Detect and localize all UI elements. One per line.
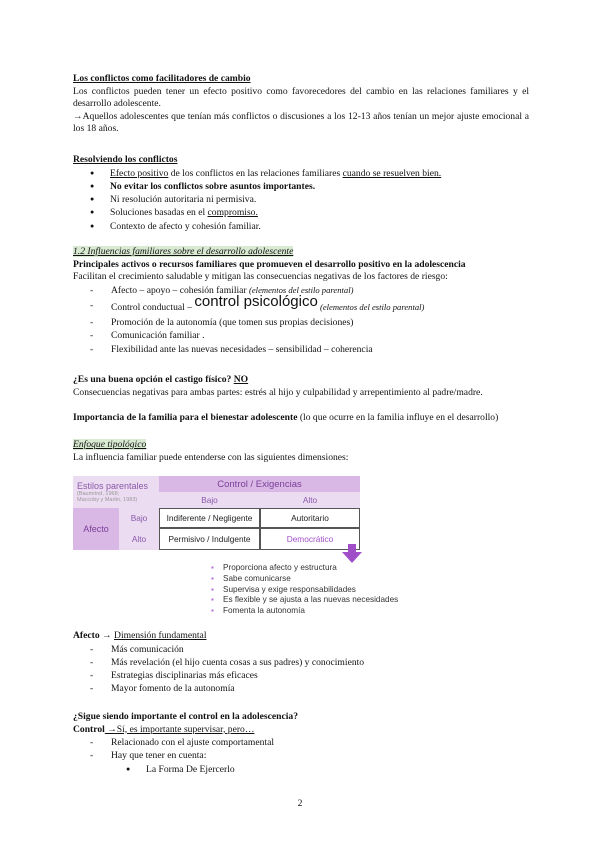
column-high: Alto <box>260 492 360 508</box>
section-family-importance <box>73 412 529 425</box>
down-arrow-icon <box>341 544 363 564</box>
paragraph: Consecuencias negativas para ambas partes: estrés al hijo y culpabilidad y arrepentimiento al padre/madre. <box>73 386 483 398</box>
list-item: ▪ Fomenta la autonomía <box>211 606 398 617</box>
section-heading: Resolviendo los conflictos <box>73 154 178 165</box>
bullet-list <box>73 763 529 776</box>
list-item: ● Soluciones basadas en el compromiso. <box>73 206 529 219</box>
section-family-influences <box>73 246 529 356</box>
section-physical-punishment <box>73 374 529 399</box>
parenting-styles-figure <box>73 466 407 622</box>
cell-neglectful: Indiferente / Negligente <box>159 508 260 528</box>
list-item: ▪ Supervisa y exige responsabilidades <box>211 585 398 596</box>
section-heading: Afecto → Dimensión fundamental <box>73 630 207 641</box>
list-item: - Estrategias disciplinarias más eficaces <box>73 669 529 682</box>
list-item: - Flexibilidad ante las nuevas necesidades – sensibilidad – coherencia <box>73 343 529 356</box>
list-item: - Control conductual – control psicológico (elementos del estilo parental) <box>73 297 529 316</box>
cell-permissive: Permisivo / Indulgente <box>159 528 260 550</box>
subheading: Enfoque tipológico <box>73 439 147 450</box>
section-heading: Principales activos o recursos familiares que promueven el desarrollo positivo en la adolescencia <box>73 258 466 270</box>
paragraph: Control →Sí, es importante supervisar, pero… <box>73 723 255 735</box>
list-item: - Comunicación familiar . <box>73 329 529 342</box>
styles-title-cell: Estilos parentales (Baumrind, 1968; Maccoby y Martin, 1983) <box>73 476 159 508</box>
cell-democratic: Democrático <box>260 528 360 550</box>
bullet-list <box>73 167 529 233</box>
list-item: - Promoción de la autonomía (que tomen sus propias decisiones) <box>73 316 529 329</box>
list-item: ▪ Proporciona afecto y estructura <box>211 563 398 574</box>
cell-authoritarian: Autoritario <box>260 508 360 528</box>
list-item: ● Ni resolución autoritaria ni permisiva. <box>73 193 529 206</box>
list-item: ● La Forma De Ejercerlo <box>109 763 529 776</box>
section-heading: ¿Es una buena opción el castigo físico? NO <box>73 374 249 385</box>
paragraph: Los conflictos pueden tener un efecto positivo como favorecedores del cambio en las relaciones familiares y el desarrollo adolescente. <box>73 85 529 110</box>
row-high: Alto <box>119 528 159 550</box>
paragraph: La influencia familiar puede entenderse con las siguientes dimensiones: <box>73 451 349 463</box>
section-affect <box>73 630 529 696</box>
section-heading: ¿Sigue siendo importante el control en la adolescencia? <box>73 711 298 722</box>
list-item: - Mayor fomento de la autonomía <box>73 682 529 695</box>
list-item: ● Efecto positivo de los conflictos en las relaciones familiares cuando se resuelven bien. <box>73 167 529 180</box>
democratic-features-list <box>211 563 398 617</box>
list-item: - Afecto – apoyo – cohesión familiar (elementos del estilo parental) <box>73 284 529 297</box>
list-item: ▪ Sabe comunicarse <box>211 574 398 585</box>
list-item: - Más revelación (el hijo cuenta cosas a sus padres) y conocimiento <box>73 656 529 669</box>
row-label-affect: Afecto <box>73 508 119 550</box>
paragraph: Importancia de la familia para el bienestar adolescente (lo que ocurre en la familia influye en el desarrollo) <box>73 412 499 423</box>
paragraph: →Aquellos adolescentes que tenían más conflictos o discusiones a los 12-13 años tenían un mejor ajuste emocional a los 18 años. <box>73 110 529 135</box>
section-typological-approach <box>73 439 529 464</box>
page-number: 2 <box>297 798 303 809</box>
dash-list <box>73 643 529 696</box>
list-item: - Hay que tener en cuenta: <box>73 749 529 762</box>
subheading: 1.2 Influencias familiares sobre el desarrollo adolescente <box>73 246 294 257</box>
column-low: Bajo <box>159 492 260 508</box>
list-item: ▪ Es flexible y se ajusta a las nuevas necesidades <box>211 595 398 606</box>
section-resolving-conflicts <box>73 154 529 233</box>
list-item: ● Contexto de afecto y cohesión familiar. <box>73 220 529 233</box>
section-control <box>73 711 529 776</box>
section-conflicts-facilitators <box>73 73 529 136</box>
dash-list <box>73 284 529 356</box>
section-heading: Los conflictos como facilitadores de cambio <box>73 73 251 84</box>
list-item: - Más comunicación <box>73 643 529 656</box>
list-item: - Relacionado con el ajuste comportamental <box>73 736 529 749</box>
control-header: Control / Exigencias <box>159 476 360 492</box>
paragraph: Facilitan el crecimiento saludable y mitigan las consecuencias negativas de los factores de riesgo: <box>73 271 448 283</box>
row-low: Bajo <box>119 508 159 528</box>
list-item: ● No evitar los conflictos sobre asuntos importantes. <box>73 180 529 193</box>
dash-list <box>73 736 529 763</box>
